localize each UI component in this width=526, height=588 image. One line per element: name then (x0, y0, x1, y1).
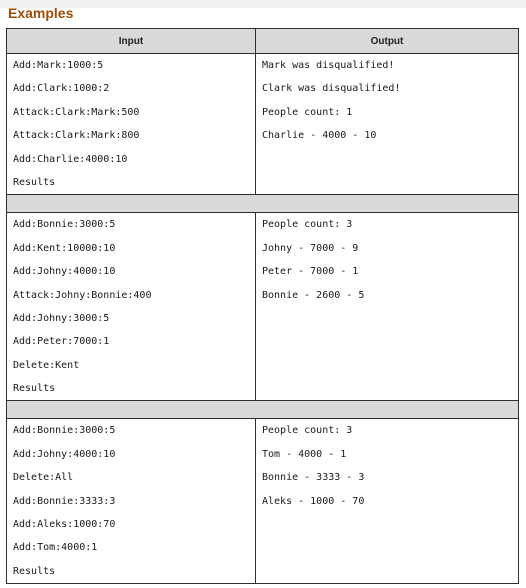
output-line: Tom - 4000 - 1 (262, 448, 347, 460)
input-line: Results (13, 176, 56, 188)
input-line: Add:Johny:4000:10 (13, 448, 116, 460)
input-line: Add:Aleks:1000:70 (13, 519, 116, 531)
input-cell (7, 213, 256, 401)
output-line: Bonnie - 2600 - 5 (262, 289, 365, 301)
output-line: People count: 3 (262, 219, 353, 231)
example-separator (7, 195, 519, 213)
examples-table (6, 28, 519, 584)
input-line: Add:Charlie:4000:10 (13, 153, 128, 165)
input-line: Delete:Kent (13, 359, 80, 371)
input-line: Add:Mark:1000:5 (13, 60, 104, 71)
input-line: Add:Johny:4000:10 (13, 266, 116, 278)
example-row (7, 54, 519, 195)
input-line: Add:Clark:1000:2 (13, 83, 110, 95)
output-line: Peter - 7000 - 1 (262, 266, 359, 278)
output-line: People count: 3 (262, 425, 353, 437)
top-strip (0, 0, 526, 8)
input-cell (7, 419, 256, 584)
input-line: Results (13, 383, 56, 395)
input-line: Delete:All (13, 472, 74, 484)
output-line: Charlie - 4000 - 10 (262, 130, 377, 142)
input-line: Add:Kent:10000:10 (13, 242, 116, 254)
input-line: Add:Peter:7000:1 (13, 336, 110, 348)
input-line: Attack:Clark:Mark:800 (13, 130, 140, 142)
example-row (7, 213, 519, 401)
input-line: Add:Bonnie:3333:3 (13, 495, 116, 507)
output-line: Clark was disqualified! (262, 83, 401, 95)
output-cell (256, 213, 519, 401)
input-line: Add:Johny:3000:5 (13, 312, 110, 324)
output-cell (256, 419, 519, 584)
input-line: Add:Bonnie:3000:5 (13, 219, 116, 231)
output-cell (256, 54, 519, 195)
output-line: Mark was disqualified! (262, 60, 395, 71)
output-column-header: Output (256, 29, 519, 54)
output-line: Aleks - 1000 - 70 (262, 495, 365, 507)
example-separator-row (7, 401, 519, 419)
input-cell (7, 54, 256, 195)
header-row (7, 29, 519, 54)
output-line: Bonnie - 3333 - 3 (262, 472, 365, 484)
section-heading: Examples (8, 5, 74, 21)
input-line: Add:Bonnie:3000:5 (13, 425, 116, 437)
example-row (7, 419, 519, 584)
examples-body (7, 54, 519, 584)
input-line: Attack:Clark:Mark:500 (13, 106, 140, 118)
input-line: Add:Tom:4000:1 (13, 542, 98, 554)
output-line: People count: 1 (262, 106, 353, 118)
input-column-header: Input (7, 29, 256, 54)
input-line: Results (13, 565, 56, 577)
example-separator (7, 401, 519, 419)
input-line: Attack:Johny:Bonnie:400 (13, 289, 152, 301)
output-line: Johny - 7000 - 9 (262, 242, 359, 254)
example-separator-row (7, 195, 519, 213)
